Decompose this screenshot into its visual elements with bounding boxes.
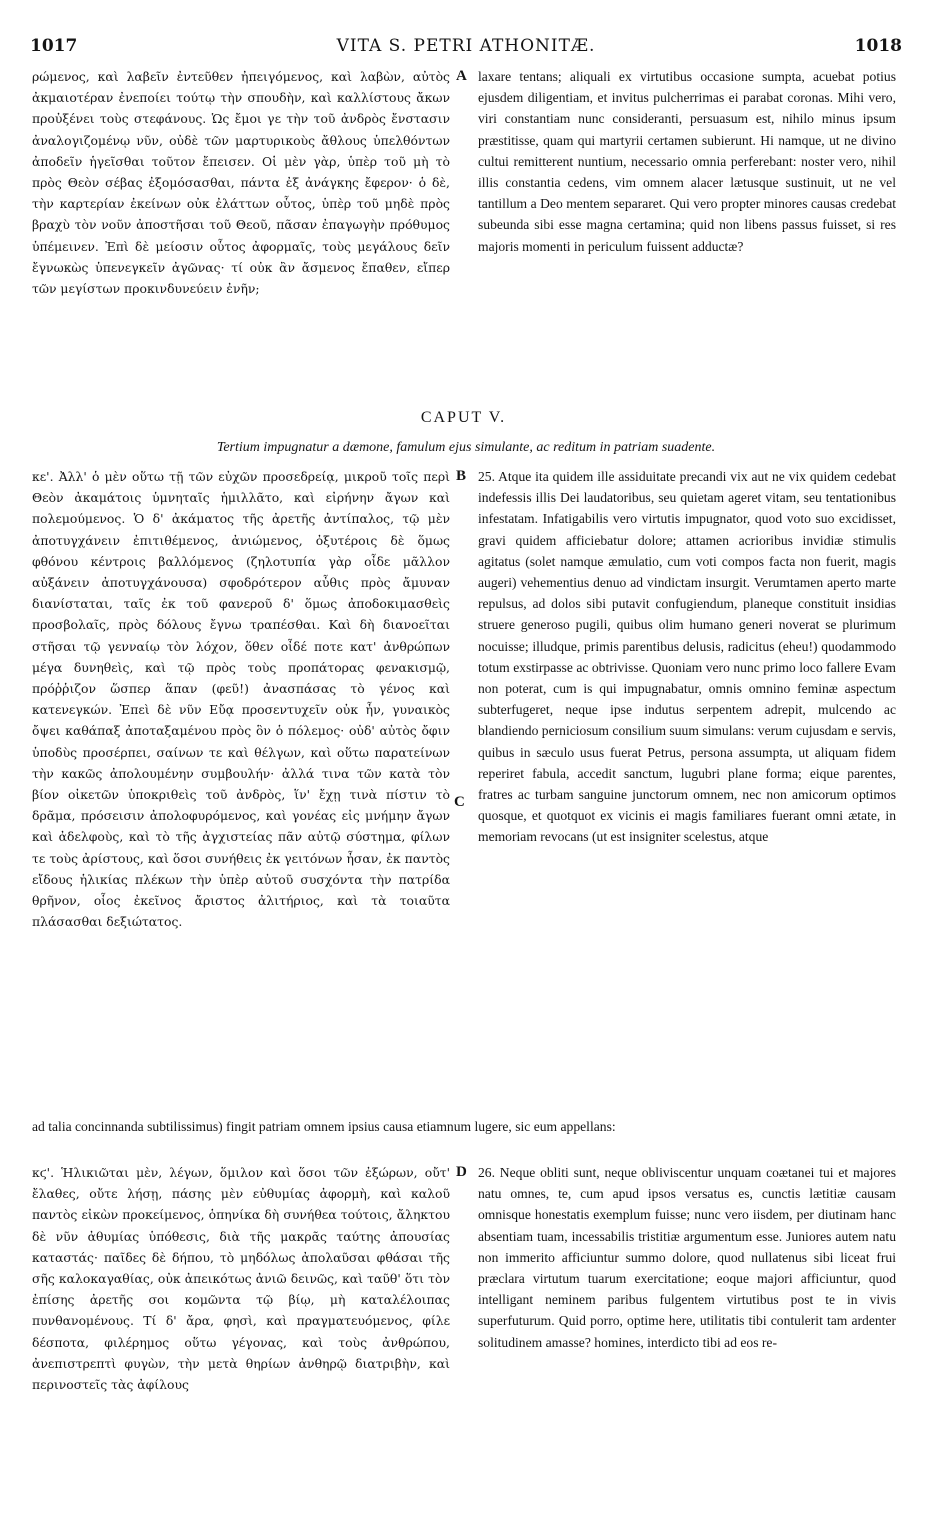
latin-paragraph: 26. Neque obliti sunt, neque obliviscentur unquam coætanei tui et majores natu omnes, te, cum apud ipsos versatus es, cunctis lætitiæ causam omnisque honestatis exemplum fuisse; nunc vero iisdem, per diutinam hanc absentiam tuam, incessabilis tristitiæ argumentum esse. Juniores autem natu non immerito afficiuntur summo dolore, quod nullatenus sibi liceat frui præclara virtutum tuarum exercitatione; eoque majori afficiuntur, quod intelligant neminem paribus fulgentem virtutibus post te in vivis superfuturum. Quid porro, optime here, utilitatis tibi contulerit tam ardenter solitudinem amasse? homines, interdicto tibi ad eos re- <box>478 1165 896 1350</box>
greek-column-section-2 <box>32 466 450 1116</box>
latin-paragraph: 25. Atque ita quidem ille assiduitate precandi vix aut ne vix quidem cedebat indefessis illis Dei laudatoribus, seu quietam ageret vitam, seu tentationibus infestatam. Infatigabilis vero virtutis impugnator, quod voto suo excidisset, gravi quidem afficiebatur dolore; attamen acrioribus invidiæ stimulis agitatus (solet namque æmulatio, cum voti compos facta non fuerit, magis augeri) vehementius denuo ad vindictam insurgit. Verumtamen aperto marte repulsus, ad dolos sibi putavit confugiendum, planeque constituit insidias struere generoso pugili, quibus olim humano generi noverat se plurimum nocuisse; illudque, primis parentibus delusis, radicitus (eheu!) quodammodo totum exstirpasse ac obtrivisse. Quoniam vero nunc primo loco fallere Evam non poterat, cum is qui impugnabatur, omnis omnino feminæ aspectum subterfugeret, neque ipse indutus serpentem adrepit, mulcendo ac blandiendo perniciosum consilium suum simulans: verum cujusdam e servis, quibus in sæculo usus fuerat Petrus, persona assumpta, ut aliquam fidem reperiret fabula, accedit sanctum, lugubri plane forma; eique parentes, fratres ac turbam sanguine junctorum omnem, nec non amicorum optimos quosque, et quotquot ex vicinis ei magis familiares fuerant omni ætate, in memoriam revocans (ut est insigniter scelestus, atque <box>478 469 896 845</box>
latin-column-section-3 <box>478 1162 896 1514</box>
greek-paragraph: κε'. Ἀλλ' ὁ μὲν οὕτω τῇ τῶν εὐχῶν προσεδρείᾳ, μικροῦ τοῖς περὶ Θεὸν ἀκαμάτοις ὑμνηταῖς ἡμιλλᾶτο, καὶ εἰρήνην ἄγων καὶ πολεμούμενος. Ὁ δ' ἀκάματος τῆς ἀρετῆς ἀντίπαλος, τῷ μὲν ἀποτυγχάνειν ἐπιτιθέμενος, ἀνιώμενος, ὀξυτέροις δὲ ὅμως φθόνου κέντροις βαλλόμενος (ζηλοτυπία γὰρ οἶδε μᾶλλον αὐξάνειν ἀποτυγχάνουσα) σφοδρότερον αὖθις πρὸς ἄμυναν διανίσταται, ταῖς ἐκ τοῦ φανεροῦ δ' ὅμως ἀποδοκιμασθεὶς προσβολαῖς, πρὸς δόλους ἔγνω τραπέσθαι. Καὶ δὴ διανοεῖται στῆσαι τῷ γενναίῳ τὸν λόχον, ὅθεν οἶδέ ποτε κατ' ἀνθρώπων μέγα δυνηθεὶς, καὶ τῷ πρὸς τοὺς προπάτορας φενακισμῷ, πρόῤῥιζον ὥσπερ ἅπαν (φεῦ!) ἀνασπάσας τὸ γένος καὶ κατενεγκών. Ἐπεὶ δὲ νῦν Εὔᾳ προσεντυχεῖν οὐκ ἦν, γυναικὸς ὄψει καθάπαξ ἀποταξαμένου πρὸς ὃν ὁ πόλεμος· οὐδ' αὐτὸς ὄφιν ὑποδὺς προσέρπει, σαίνων τε καὶ θέλγων, καὶ οὕτω παρατείνων τὴν κακῶς ἀπολουμένην συμβουλήν· ἀλλά τινα τῶν κατὰ τὸν βίον οἰκετῶν ὑποκριθεὶς τοῦ ἀνδρὸς, ἵν' ἔχῃ τινὰ πίστιν τὸ δρᾶμα, πρόσεισιν ἀπολοφυρόμενος, καὶ γονέας εἰς μνήμην ἄγων καὶ ἀδελφοὺς, καὶ τὸ τῆς ἀγχιστείας πᾶν αὐτῷ σύστημα, φίλων τε τοὺς ἀρίστους, καὶ ὅσοι συνήθεις ἐκ γειτόνων ἦσαν, ἐκ παντὸς εἴδους ἡλικίας πλέκων τὴν ὑπὲρ αὐτοῦ συσχόντα τὴν πατρίδα θρῆνον, οἷος ἐκεῖνος ἄριστος ἀλιτήριος, καὶ τὰ τοιαῦτα πλάσασθαι δεξιώτατος. <box>32 469 450 930</box>
chapter-heading: CAPUT V. <box>420 409 507 426</box>
latin-column-section-2 <box>478 466 896 1116</box>
running-title: VITA S. PETRI ATHONITÆ. <box>336 36 596 56</box>
full-width-continuation <box>32 1116 896 1160</box>
margin-marker-d: D <box>456 1164 467 1180</box>
chapter-subtitle: Tertium impugnatur a dæmone, famulum ejus simulante, ac reditum in patriam suadente. <box>216 440 716 455</box>
greek-paragraph: ρώμενος, καὶ λαβεῖν ἐντεῦθεν ἠπειγόμενος, καὶ λαβὼν, αὐτὸς ἀκμαιοτέραν ἐνεποίει τούτῳ τὴν σπουδὴν, καὶ καλλίστους ἄκων προὐξένει τοὺς στεφάνους. Ὡς ἔμοι γε τὴν τοῦ ἀνδρὸς ἔνστασιν ἀναλογιζομένῳ νῦν, οὐδὲ τῶν μαρτυρικοὺς ἄθλους ὑπελθόντων ἀποδεῖν ἡγεῖσθαι τοῦτον ἔπεισεν. Οἱ μὲν γὰρ, ὑπὲρ τοῦ μὴ τὸ πρὸς Θεὸν σέβας ἐξομόσασθαι, πάντα ἐξ ἀνάγκης ἔφερον· ὁ δὲ, τὴν καρτερίαν ἐκείνων οὐκ ἐλάττων οὗτος, ὑπὲρ τοῦ μηδὲ πρὸς βραχὺ τὸν νοῦν ἀποστῆσαι τοῦ Θεοῦ, πᾶσαν ἐπαγωγὴν πρόθυμος ὑπέμεινεν. Ἐπὶ δὲ μείοσιν οὗτος ἀφορμαῖς, τοὺς μεγάλους δεῖν ἔγνωκὼς ὑπενεγκεῖν ἀγῶνας· τί οὐκ ἂν ἄσμενος ἔπαθεν, εἴπερ τῶν μεγίστων προκινδυνεύειν ἐνῆν; <box>32 69 450 297</box>
continuation-text: ad talia concinnanda subtilissimus) fingit patriam omnem ipsius causa etiamnum lugere, sic eum appellans: <box>32 1119 616 1134</box>
margin-marker-a: A <box>456 68 467 84</box>
greek-column-section-1 <box>32 66 450 396</box>
margin-marker-b: B <box>456 468 467 484</box>
greek-paragraph: κϛ'. Ἡλικιῶται μὲν, λέγων, ὅμιλον καὶ ὅσοι τῶν ἐξώρων, οὔτ' ἔλαθες, οὔτε λήσῃ, πάσης μὲν εὐθυμίας ἀφορμὴ, καὶ καλοῦ παντὸς εἰκὼν προκείμενος, ὁπηνίκα δὴ συνήθεα τούτοις, ἄληκτου δὲ νῦν ἀθυμίας ὑπόθεσις, διὰ τῆς μακρᾶς ταύτης ἀπουσίας καταστάς· παῖδες δὲ δήπου, τὸ μηδόλως ἀπολαῦσαι φθάσαι τῆς σῆς καλοκαγαθίας, οὐκ ἀπεικότως ἀνιῶ δεινῶς, καὶ ταῦθ' ὅτι τὸν ἐπίσης ἀρετῆς σοι κομῶντα τῷ βίῳ, μὴ καταλέλοιπας πυνθανομένους. Τί δ' ἄρα, φησὶ, καὶ πραγματευόμενος, φίλε δέσποτα, φιλέρημος οὕτω γέγονας, καὶ τοὺς ἀνθρώπου, ἀνεπιστρεπτὶ φυγὼν, τὴν μετὰ θηρίων ἀνθηρῷ διατριβὴν, καὶ περινοστεῖς τὰς ἀφίλους <box>32 1165 450 1393</box>
greek-column-section-3 <box>32 1162 450 1514</box>
page-number-left: 1017 <box>30 36 78 56</box>
page-number-right: 1018 <box>854 36 902 56</box>
margin-marker-c: C <box>454 794 465 810</box>
running-header <box>30 36 902 62</box>
latin-column-section-1 <box>478 66 896 396</box>
latin-paragraph: laxare tentans; aliquali ex virtutibus occasione sumpta, acuebat potius ejusdem diligentiam, et invitus pulcherrimas ei parabat coronas. Mihi vero, viri constantiam nunc consideranti, persuasum est, nihilo minus ipsum præstitisse, quam qui martyrii certamen subierunt. Hi namque, ut ne divino cultui remitterent nuntium, necessario omnia perferebant: noster vero, nihil illis constantia cedens, vim omnem alacer lætusque sustinuit, ut ne vel tantillum a Deo mentem separaret. Qui vero propter minores causas credebat subeunda sibi esse magna certamina; quid non libens passus fuisset, si res majoris momenti in periculum fuissent adductæ? <box>478 69 896 254</box>
